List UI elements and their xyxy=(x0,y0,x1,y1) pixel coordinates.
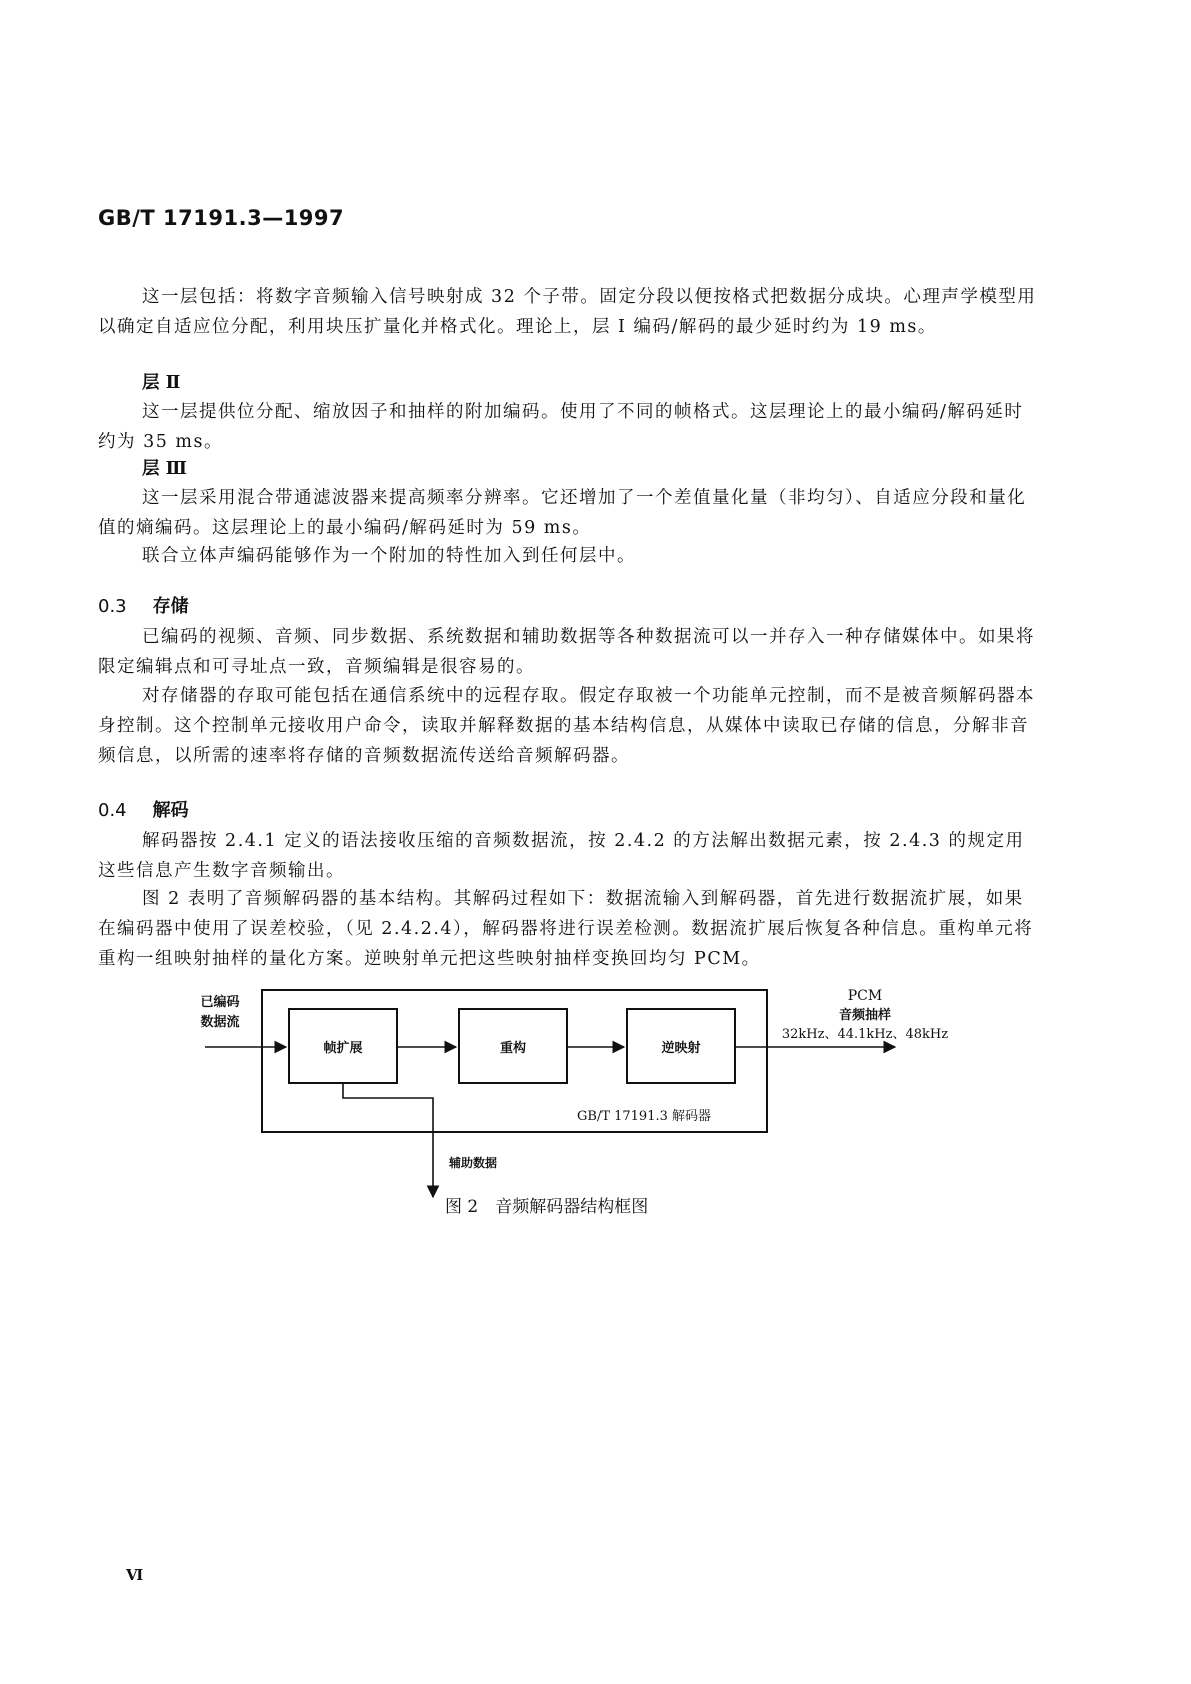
aux-data-label: 辅助数据 xyxy=(449,1156,498,1170)
storage-paragraph-1: 已编码的视频、音频、同步数据、系统数据和辅助数据等各种数据流可以一并存入一种存储媒体中。如果将限定编辑点和可寻址点一致，音频编辑是很容易的。 xyxy=(98,627,1035,677)
section-0-4-heading xyxy=(98,796,189,822)
standard-code-header: GB/T 17191.3—1997 xyxy=(98,206,345,230)
section-number: 0.4 xyxy=(98,800,127,821)
section-0-3-heading xyxy=(98,592,189,618)
input-label-line2: 数据流 xyxy=(200,1015,240,1030)
decoding-paragraph-1: 解码器按 2.4.1 定义的语法接收压缩的音频数据流，按 2.4.2 的方法解出数据元素，按 2.4.3 的规定用这些信息产生数字音频输出。 xyxy=(98,831,1025,881)
frame-unpack-label: 帧扩展 xyxy=(323,1041,363,1056)
audio-samples-label: 音频抽样 xyxy=(838,1008,892,1023)
input-label-line1: 已编码 xyxy=(200,995,240,1010)
figure-caption: 图 2 音频解码器结构框图 xyxy=(445,1197,649,1217)
inverse-mapping-label: 逆映射 xyxy=(661,1041,701,1056)
section-number: 0.3 xyxy=(98,596,127,617)
pcm-label: PCM xyxy=(847,988,883,1004)
joint-stereo-paragraph: 联合立体声编码能够作为一个附加的特性加入到任何层中。 xyxy=(142,546,636,566)
layer1-paragraph: 这一层包括：将数字音频输入信号映射成 32 个子带。固定分段以便按格式把数据分成块。心理声学模型用以确定自适应位分配，利用块压扩量化并格式化。理论上，层 I 编码/解码的最少延时约为 19 ms。 xyxy=(98,287,1037,337)
layer3-label: 层 Ⅲ xyxy=(142,459,187,479)
page-number: Ⅵ xyxy=(126,1566,144,1584)
section-title: 存储 xyxy=(152,596,189,617)
layer2-paragraph: 这一层提供位分配、缩放因子和抽样的附加编码。使用了不同的帧格式。这层理论上的最小编码/解码延时约为 35 ms。 xyxy=(98,402,1024,452)
reconstruction-label: 重构 xyxy=(499,1041,527,1056)
sample-rates-label: 32kHz、44.1kHz、48kHz xyxy=(781,1027,949,1042)
decoder-standard-label: GB/T 17191.3 解码器 xyxy=(577,1109,712,1124)
decoding-paragraph-2: 图 2 表明了音频解码器的基本结构。其解码过程如下：数据流输入到解码器，首先进行数据流扩展，如果在编码器中使用了误差校验，（见 2.4.2.4），解码器将进行误差检测。数据流扩展后恢复各种信息。重构单元将重构一组映射抽样的量化方案。逆映射单元把这些映射抽样变换回均匀 PCM。 xyxy=(98,889,1034,969)
aux-data-arrow xyxy=(343,1083,433,1197)
storage-paragraph-2: 对存储器的存取可能包括在通信系统中的远程存取。假定存取被一个功能单元控制，而不是被音频解码器本身控制。这个控制单元接收用户命令，读取并解释数据的基本结构信息，从媒体中读取已存储的信息，分解非音频信息，以所需的速率将存储的音频数据流传送给音频解码器。 xyxy=(98,686,1035,766)
layer2-label: 层 Ⅱ xyxy=(142,373,181,393)
layer3-paragraph: 这一层采用混合带通滤波器来提高频率分辨率。它还增加了一个差值量化量（非均匀）、自适应分段和量化值的熵编码。这层理论上的最小编码/解码延时为 59 ms。 xyxy=(98,488,1027,538)
section-title: 解码 xyxy=(152,800,189,821)
